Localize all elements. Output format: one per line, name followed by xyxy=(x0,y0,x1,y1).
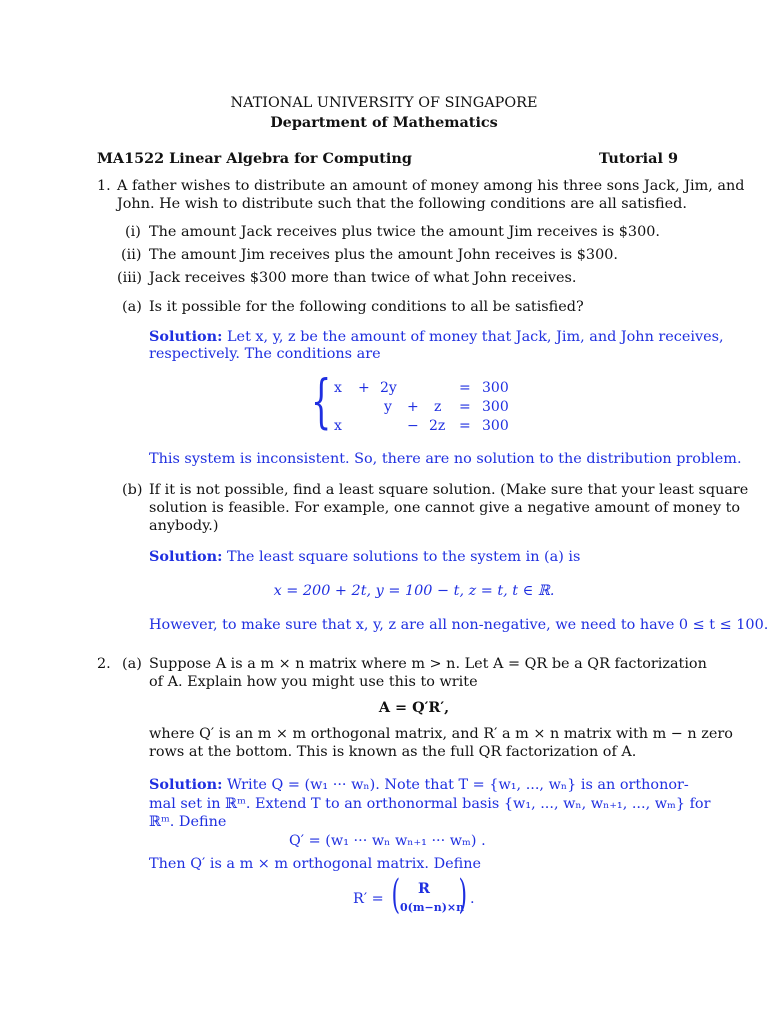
q1a-solution-line2: respectively. The conditions are xyxy=(149,346,381,362)
q1-intro-line2: John. He wish to distribute such that the following conditions are all satisfied. xyxy=(117,196,687,212)
tutorial-number: Tutorial 9 xyxy=(599,150,678,167)
system-brace: { xyxy=(311,367,332,435)
q2a-line3: where Q′ is an m × m orthogonal matrix, and R′ a m × n matrix with m − n zero xyxy=(149,726,733,742)
condition-num: (ii) xyxy=(121,247,142,263)
rprime-lhs: R′ = xyxy=(353,891,384,907)
q2a-then: Then Q′ is a m × m orthogonal matrix. Define xyxy=(149,856,482,872)
course-title: MA1522 Linear Algebra for Computing xyxy=(97,150,412,167)
q1a-label: (a) xyxy=(122,299,142,315)
system-term: z xyxy=(434,399,442,415)
q2a-display: A = Q′R′, xyxy=(378,699,450,716)
system-term: = xyxy=(459,399,471,415)
system-term: = xyxy=(459,380,471,396)
system-term: y xyxy=(384,399,392,415)
q1b-question-line3: anybody.) xyxy=(149,518,219,534)
system-term: − xyxy=(407,418,419,434)
department-name: Department of Mathematics xyxy=(270,114,498,131)
q1b-solution: Solution: The least square solutions to the system in (a) is xyxy=(149,548,581,565)
q1b-label: (b) xyxy=(122,482,143,498)
system-term: 300 xyxy=(482,399,509,415)
q1b-note: However, to make sure that x, y, z are all non-negative, we need to have 0 ≤ t ≤ 100. xyxy=(149,617,768,633)
condition-num: (i) xyxy=(125,224,141,240)
university-name: NATIONAL UNIVERSITY OF SINGAPORE xyxy=(230,95,538,111)
q2a-line4: rows at the bottom. This is known as the full QR factorization of A. xyxy=(149,744,637,760)
rprime-bottom: 0(m−n)×n xyxy=(400,901,465,914)
system-term: 2y xyxy=(380,380,397,396)
system-term: + xyxy=(358,380,370,396)
condition-text: Jack receives $300 more than twice of what John receives. xyxy=(149,270,577,286)
q1a-conclusion: This system is inconsistent. So, there are no solution to the distribution problem. xyxy=(149,451,742,467)
system-term: x xyxy=(334,380,342,396)
system-term: + xyxy=(407,399,419,415)
system-term: 300 xyxy=(482,380,509,396)
q1b-question-line1: If it is not possible, find a least square solution. (Make sure that your least square xyxy=(149,482,749,498)
q2a-line1: Suppose A is a m × n matrix where m > n. Let A = QR be a QR factorization xyxy=(149,656,707,672)
rprime-right-paren: ) xyxy=(458,872,468,918)
condition-num: (iii) xyxy=(117,270,143,286)
system-term: x xyxy=(334,418,342,434)
q2a-line2: of A. Explain how you might use this to write xyxy=(149,674,478,690)
q2a-sol-line2: mal set in ℝᵐ. Extend T to an orthonormal basis {w₁, ..., wₙ, wₙ₊₁, ..., wₘ} for xyxy=(149,796,711,812)
q1a-solution-line1: Solution: Let x, y, z be the amount of money that Jack, Jim, and John receives, xyxy=(149,328,724,345)
rprime-end: . xyxy=(470,891,475,907)
q1-intro-line1: A father wishes to distribute an amount of money among his three sons Jack, Jim, and xyxy=(117,178,745,194)
q1-number: 1. xyxy=(97,178,111,194)
q1b-question-line2: solution is feasible. For example, one cannot give a negative amount of money to xyxy=(149,500,741,516)
rprime-left-paren: ( xyxy=(391,872,401,918)
q1a-question: Is it possible for the following conditions to all be satisfied? xyxy=(149,299,584,315)
q2-number: 2. xyxy=(97,656,111,672)
q2a-qprime: Q′ = (w₁ ··· wₙ wₙ₊₁ ··· wₘ) . xyxy=(289,833,486,849)
q2a-sol-line3: ℝᵐ. Define xyxy=(149,814,227,830)
condition-text: The amount Jack receives plus twice the amount Jim receives is $300. xyxy=(149,224,660,240)
q1b-equation: x = 200 + 2t, y = 100 − t, z = t, t ∈ ℝ. xyxy=(273,583,555,599)
q2a-sol-line1: Solution: Write Q = (w₁ ··· wₙ). Note that T = {w₁, ..., wₙ} is an orthonor- xyxy=(149,776,689,793)
condition-text: The amount Jim receives plus the amount John receives is $300. xyxy=(149,247,618,263)
system-term: 2z xyxy=(429,418,446,434)
rprime-top: R xyxy=(418,880,430,897)
system-term: = xyxy=(459,418,471,434)
q2a-label: (a) xyxy=(122,656,142,672)
system-term: 300 xyxy=(482,418,509,434)
